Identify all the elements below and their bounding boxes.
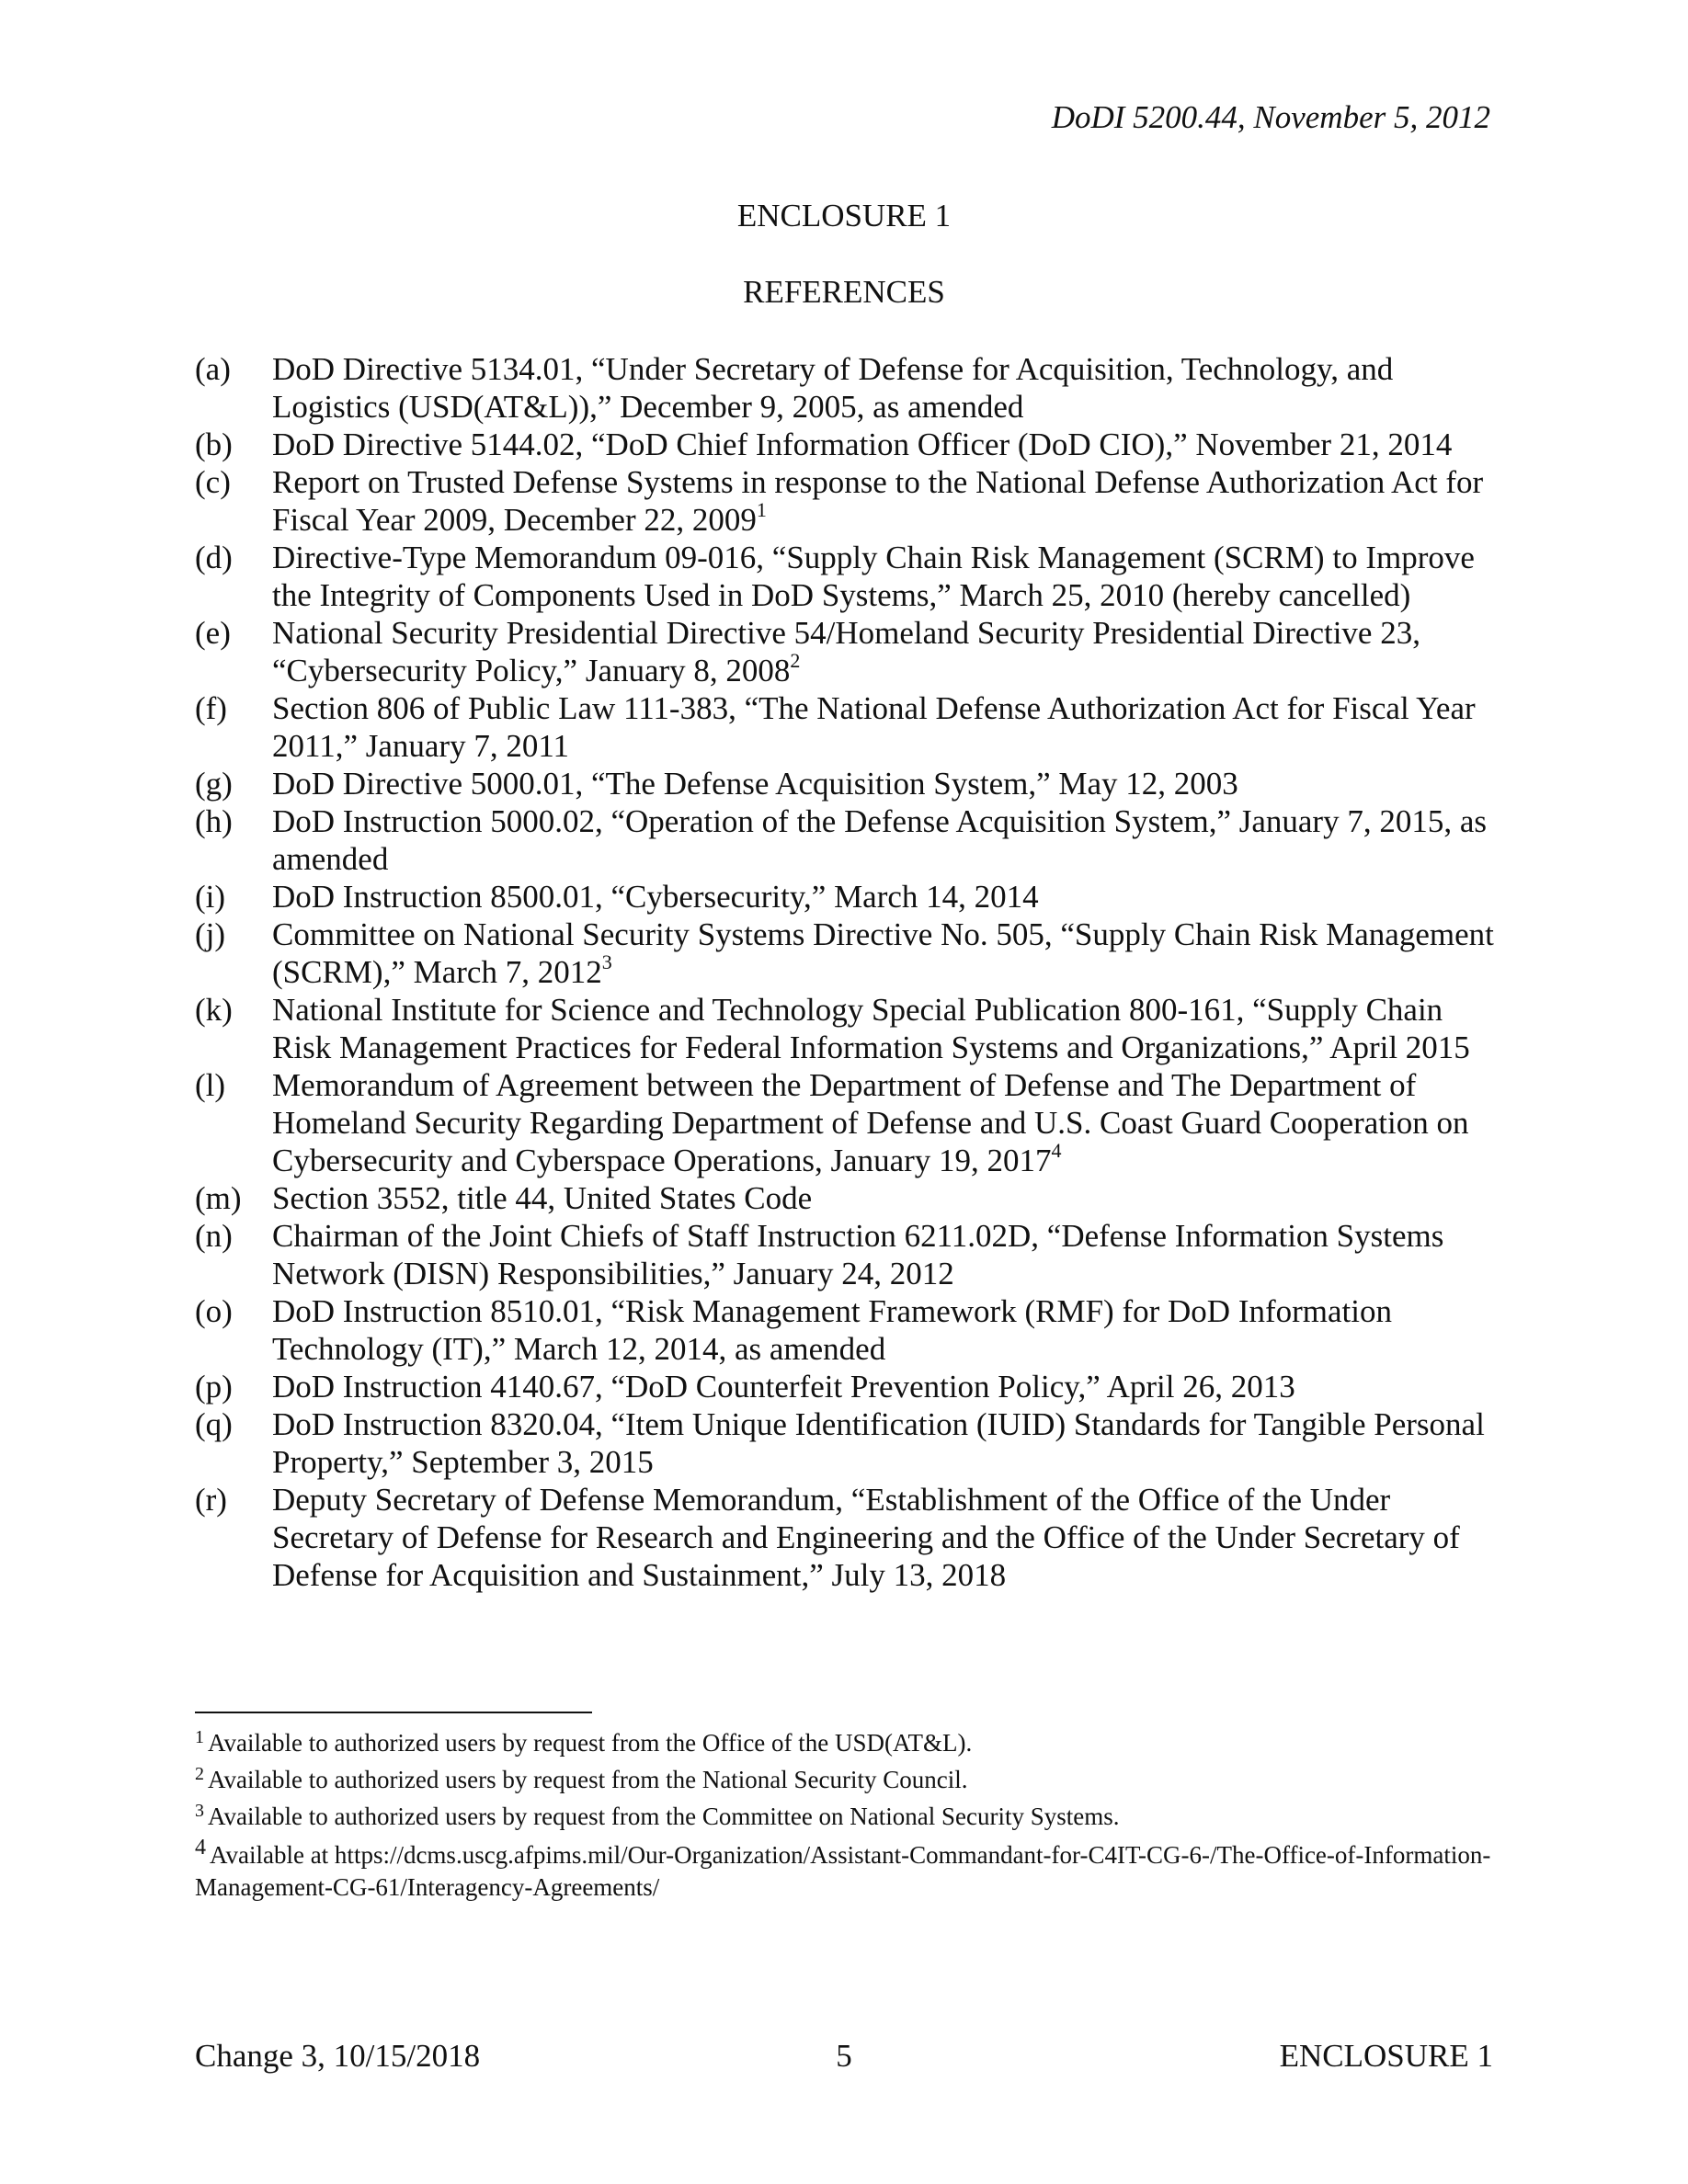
reference-text: [272, 991, 1500, 1066]
footnote-reference[interactable]: 1: [756, 498, 767, 522]
reference-text: [272, 689, 1500, 765]
reference-letter: (e): [195, 615, 231, 651]
reference-letter: (h): [195, 803, 233, 839]
reference-letter: (q): [195, 1406, 233, 1442]
reference-text: [272, 614, 1500, 689]
footnote-reference[interactable]: 2: [790, 649, 801, 673]
reference-body: Report on Trusted Defense Systems in response to the National Defense Authorization Act for Fiscal Year 2009, December 22, 2009: [272, 464, 1484, 538]
reference-item: [195, 916, 1500, 991]
reference-text: [272, 1217, 1500, 1292]
reference-text: [272, 350, 1500, 426]
footnote-reference[interactable]: 3: [601, 950, 612, 974]
reference-letter: (p): [195, 1369, 233, 1405]
footnote: [195, 1765, 1500, 1798]
footnote-mark: 2: [195, 1764, 204, 1784]
reference-text: [272, 1368, 1500, 1405]
enclosure-heading-text: ENCLOSURE 1: [736, 198, 952, 233]
reference-text: [272, 916, 1500, 991]
reference-letter: (a): [195, 351, 231, 387]
footnote-text: Available to authorized users by request from the National Security Council.: [208, 1766, 968, 1793]
footnote-text: Available to authorized users by request from the Office of the USD(AT&L).: [208, 1729, 973, 1757]
footnote-mark: 3: [195, 1801, 204, 1821]
reference-item: [195, 1292, 1500, 1368]
reference-letter: (r): [195, 1482, 227, 1518]
footnote-reference[interactable]: 4: [1051, 1139, 1062, 1163]
footer-page-number: 5: [836, 2038, 852, 2074]
reference-item: [195, 463, 1500, 539]
footnote-mark: 4: [195, 1836, 206, 1860]
reference-item: [195, 991, 1500, 1066]
reference-letter: (m): [195, 1180, 242, 1216]
reference-text: [272, 878, 1500, 916]
reference-text: [272, 1066, 1500, 1179]
references-heading-text: REFERENCES: [743, 274, 945, 310]
reference-body: Committee on National Security Systems Directive No. 505, “Supply Chain Risk Management (SCRM),” March 7, 2012: [272, 916, 1494, 990]
reference-item: [195, 1066, 1500, 1179]
reference-body: DoD Directive 5000.01, “The Defense Acquisition System,” May 12, 2003: [272, 766, 1238, 802]
enclosure-heading: [0, 195, 1688, 237]
reference-text: [272, 802, 1500, 878]
reference-item: [195, 1481, 1500, 1594]
footnote: [195, 1836, 1500, 1903]
reference-item: [195, 350, 1500, 426]
reference-text: [272, 1405, 1500, 1481]
reference-body: Directive-Type Memorandum 09-016, “Supply Chain Risk Management (SCRM) to Improve the Integrity of Components Used in DoD Systems,” March 25, 2010 (hereby cancelled): [272, 540, 1475, 613]
document-header: DoDI 5200.44, November 5, 2012: [1051, 99, 1490, 135]
reference-body: Memorandum of Agreement between the Department of Defense and The Department of Homeland Security Regarding Department of Defense and U.S. Coast Guard Cooperation on Cybersecurity and Cyberspace Operations, January 19, 2017: [272, 1067, 1469, 1178]
reference-body: DoD Instruction 5000.02, “Operation of the Defense Acquisition System,” January 7, 2015, as amended: [272, 803, 1487, 877]
reference-item: [195, 1368, 1500, 1405]
reference-text: [272, 463, 1500, 539]
reference-item: [195, 614, 1500, 689]
reference-item: [195, 689, 1500, 765]
reference-body: Section 3552, title 44, United States Code: [272, 1180, 813, 1216]
footnote-text: Available at https://dcms.uscg.afpims.mil/Our-Organization/Assistant-Commandant-for-C4IT-CG-6-/The-Office-of-Information-Management-CG-61/Interagency-Agreements/: [195, 1841, 1491, 1901]
reference-letter: (g): [195, 766, 233, 802]
reference-letter: (j): [195, 916, 226, 952]
reference-text: [272, 1481, 1500, 1594]
reference-item: [195, 539, 1500, 614]
reference-body: Section 806 of Public Law 111-383, “The National Defense Authorization Act for Fiscal Year 2011,” January 7, 2011: [272, 690, 1476, 764]
footnote-text: Available to authorized users by request from the Committee on National Security Systems.: [208, 1803, 1120, 1830]
reference-body: National Institute for Science and Technology Special Publication 800-161, “Supply Chain Risk Management Practices for Federal Information Systems and Organizations,” April 2015: [272, 992, 1470, 1065]
reference-item: [195, 878, 1500, 916]
reference-item: [195, 1179, 1500, 1217]
reference-body: Chairman of the Joint Chiefs of Staff Instruction 6211.02D, “Defense Information Systems Network (DISN) Responsibilities,” January 24, 2012: [272, 1218, 1444, 1291]
footer-change: Change 3, 10/15/2018: [195, 2038, 481, 2074]
reference-text: [272, 426, 1500, 463]
reference-text: [272, 1292, 1500, 1368]
reference-letter: (b): [195, 427, 233, 462]
footnote: [195, 1728, 1500, 1761]
reference-body: DoD Directive 5134.01, “Under Secretary of Defense for Acquisition, Technology, and Logistics (USD(AT&L)),” December 9, 2005, as amended: [272, 351, 1394, 425]
reference-body: DoD Instruction 4140.67, “DoD Counterfeit Prevention Policy,” April 26, 2013: [272, 1369, 1295, 1405]
reference-body: DoD Instruction 8510.01, “Risk Management Framework (RMF) for DoD Information Technology (IT),” March 12, 2014, as amended: [272, 1293, 1392, 1367]
reference-item: [195, 1405, 1500, 1481]
footnote-separator: [195, 1712, 592, 1713]
reference-letter: (f): [195, 690, 227, 726]
footer-enclosure: ENCLOSURE 1: [1279, 2038, 1493, 2074]
reference-text: [272, 1179, 1500, 1217]
reference-letter: (l): [195, 1067, 226, 1103]
reference-body: Deputy Secretary of Defense Memorandum, “Establishment of the Office of the Under Secretary of Defense for Research and Engineering and the Office of the Under Secretary of Defense for Acquisition and Sustainment,” July 13, 2018: [272, 1482, 1460, 1593]
footnote: [195, 1802, 1500, 1835]
reference-letter: (k): [195, 992, 233, 1028]
reference-item: [195, 802, 1500, 878]
reference-body: DoD Instruction 8500.01, “Cybersecurity,” March 14, 2014: [272, 879, 1039, 915]
reference-item: [195, 1217, 1500, 1292]
reference-letter: (c): [195, 464, 231, 500]
references-list: [195, 350, 1500, 1594]
reference-letter: (i): [195, 879, 226, 915]
footnotes-list: [195, 1728, 1500, 1906]
reference-item: [195, 426, 1500, 463]
reference-text: [272, 539, 1500, 614]
reference-letter: (n): [195, 1218, 233, 1254]
footnote-mark: 1: [195, 1727, 204, 1747]
reference-letter: (d): [195, 540, 233, 575]
reference-letter: (o): [195, 1293, 233, 1329]
reference-item: [195, 765, 1500, 802]
reference-text: [272, 765, 1500, 802]
reference-body: National Security Presidential Directive 54/Homeland Security Presidential Directive 23, “Cybersecurity Policy,” January 8, 2008: [272, 615, 1420, 688]
reference-body: DoD Directive 5144.02, “DoD Chief Information Officer (DoD CIO),” November 21, 2014: [272, 427, 1453, 462]
reference-body: DoD Instruction 8320.04, “Item Unique Identification (IUID) Standards for Tangible Personal Property,” September 3, 2015: [272, 1406, 1485, 1480]
references-heading: [0, 271, 1688, 313]
